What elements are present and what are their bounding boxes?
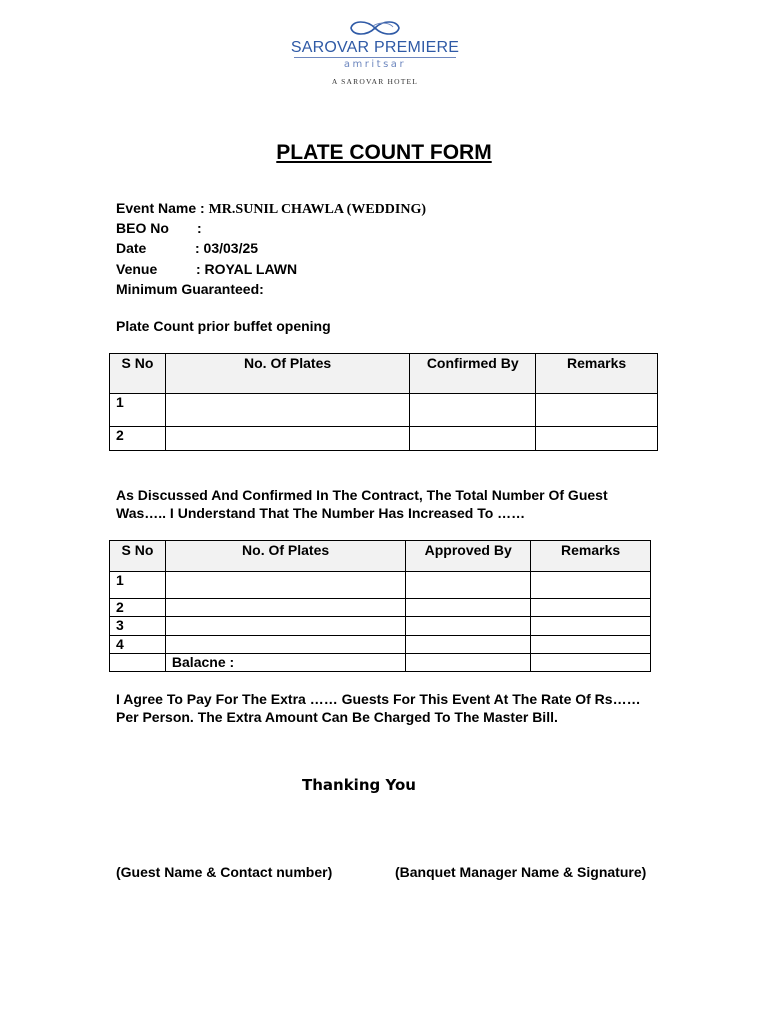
- logo-city: amritsar: [343, 59, 407, 70]
- minimum-guaranteed-line: [116, 280, 264, 298]
- beo-label: BEO No: [116, 220, 169, 236]
- cell-sno: 1: [110, 394, 166, 427]
- cell-remarks[interactable]: [531, 599, 651, 617]
- venue-label: Venue: [116, 261, 158, 277]
- table-row: [110, 394, 658, 427]
- cell-sno: [110, 654, 166, 672]
- cell-confirmed-by[interactable]: [410, 427, 536, 451]
- cell-remarks[interactable]: [536, 427, 658, 451]
- header-plates: No. Of Plates: [165, 541, 405, 572]
- page-title: PLATE COUNT FORM: [276, 141, 492, 164]
- header-approved-by: Approved By: [406, 541, 531, 572]
- event-name-value: MR.SUNIL CHAWLA (WEDDING): [208, 202, 427, 217]
- table-row: [110, 599, 651, 617]
- date-line: [116, 239, 258, 257]
- cell-remarks[interactable]: [536, 394, 658, 427]
- header-sno: S No: [110, 354, 166, 394]
- cell-confirmed-by[interactable]: [410, 394, 536, 427]
- infinity-emblem-icon: [335, 18, 415, 38]
- date-value: : 03/03/25: [195, 240, 259, 256]
- beo-line: [116, 219, 202, 237]
- header-confirmed-by: Confirmed By: [410, 354, 536, 394]
- cell-remarks[interactable]: [531, 636, 651, 654]
- cell-plates[interactable]: [165, 636, 405, 654]
- contract-paragraph: As Discussed And Confirmed In The Contract, The Total Number Of Guest Was….. I Understand That The Number Has Increased To ……: [116, 487, 608, 521]
- event-name-line: [116, 199, 426, 219]
- cell-remarks[interactable]: [531, 654, 651, 672]
- cell-sno: 2: [110, 599, 166, 617]
- agreement-paragraph: I Agree To Pay For The Extra …… Guests For This Event At The Rate Of Rs…… Per Person. The Extra Amount Can Be Charged To The Master Bill.: [116, 691, 641, 725]
- venue-line: [116, 260, 297, 278]
- cell-sno: 2: [110, 427, 166, 451]
- cell-approved-by[interactable]: [406, 599, 531, 617]
- cell-sno: 1: [110, 572, 166, 599]
- cell-sno: 4: [110, 636, 166, 654]
- table-row: [110, 636, 651, 654]
- header-remarks: Remarks: [536, 354, 658, 394]
- cell-plates[interactable]: [165, 427, 409, 451]
- approved-plates-table: [109, 540, 651, 672]
- cell-plates[interactable]: [165, 617, 405, 636]
- cell-approved-by[interactable]: [406, 617, 531, 636]
- cell-approved-by[interactable]: [406, 572, 531, 599]
- minimum-guaranteed-label: Minimum Guaranteed:: [116, 281, 264, 297]
- event-name-label: Event Name :: [116, 200, 209, 216]
- thanking-you: Thanking You: [302, 776, 416, 794]
- plate-count-table: [109, 353, 658, 451]
- cell-sno: 3: [110, 617, 166, 636]
- table-row: [110, 572, 651, 599]
- cell-plates[interactable]: [165, 599, 405, 617]
- balance-row: [110, 654, 651, 672]
- cell-plates[interactable]: [165, 394, 409, 427]
- cell-approved-by[interactable]: [406, 654, 531, 672]
- table-row: [110, 617, 651, 636]
- table-header-row: [110, 354, 658, 394]
- cell-approved-by[interactable]: [406, 636, 531, 654]
- logo-tagline: A SAROVAR HOTEL: [331, 77, 419, 86]
- cell-remarks[interactable]: [531, 572, 651, 599]
- date-label: Date: [116, 240, 147, 256]
- header-plates: No. Of Plates: [165, 354, 409, 394]
- logo-brand: SAROVAR PREMIERE: [290, 39, 460, 56]
- table-row: [110, 427, 658, 451]
- guest-signature-label: (Guest Name & Contact number): [116, 864, 333, 880]
- cell-remarks[interactable]: [531, 617, 651, 636]
- balance-label: Balacne :: [165, 654, 405, 672]
- manager-signature-label: (Banquet Manager Name & Signature): [395, 864, 647, 880]
- cell-plates[interactable]: [165, 572, 405, 599]
- venue-value: : ROYAL LAWN: [196, 261, 298, 277]
- header-sno: S No: [110, 541, 166, 572]
- header-remarks: Remarks: [531, 541, 651, 572]
- beo-value: :: [197, 220, 202, 236]
- table-header-row: [110, 541, 651, 572]
- section1-title: Plate Count prior buffet opening: [116, 318, 331, 334]
- hotel-logo: [290, 18, 460, 102]
